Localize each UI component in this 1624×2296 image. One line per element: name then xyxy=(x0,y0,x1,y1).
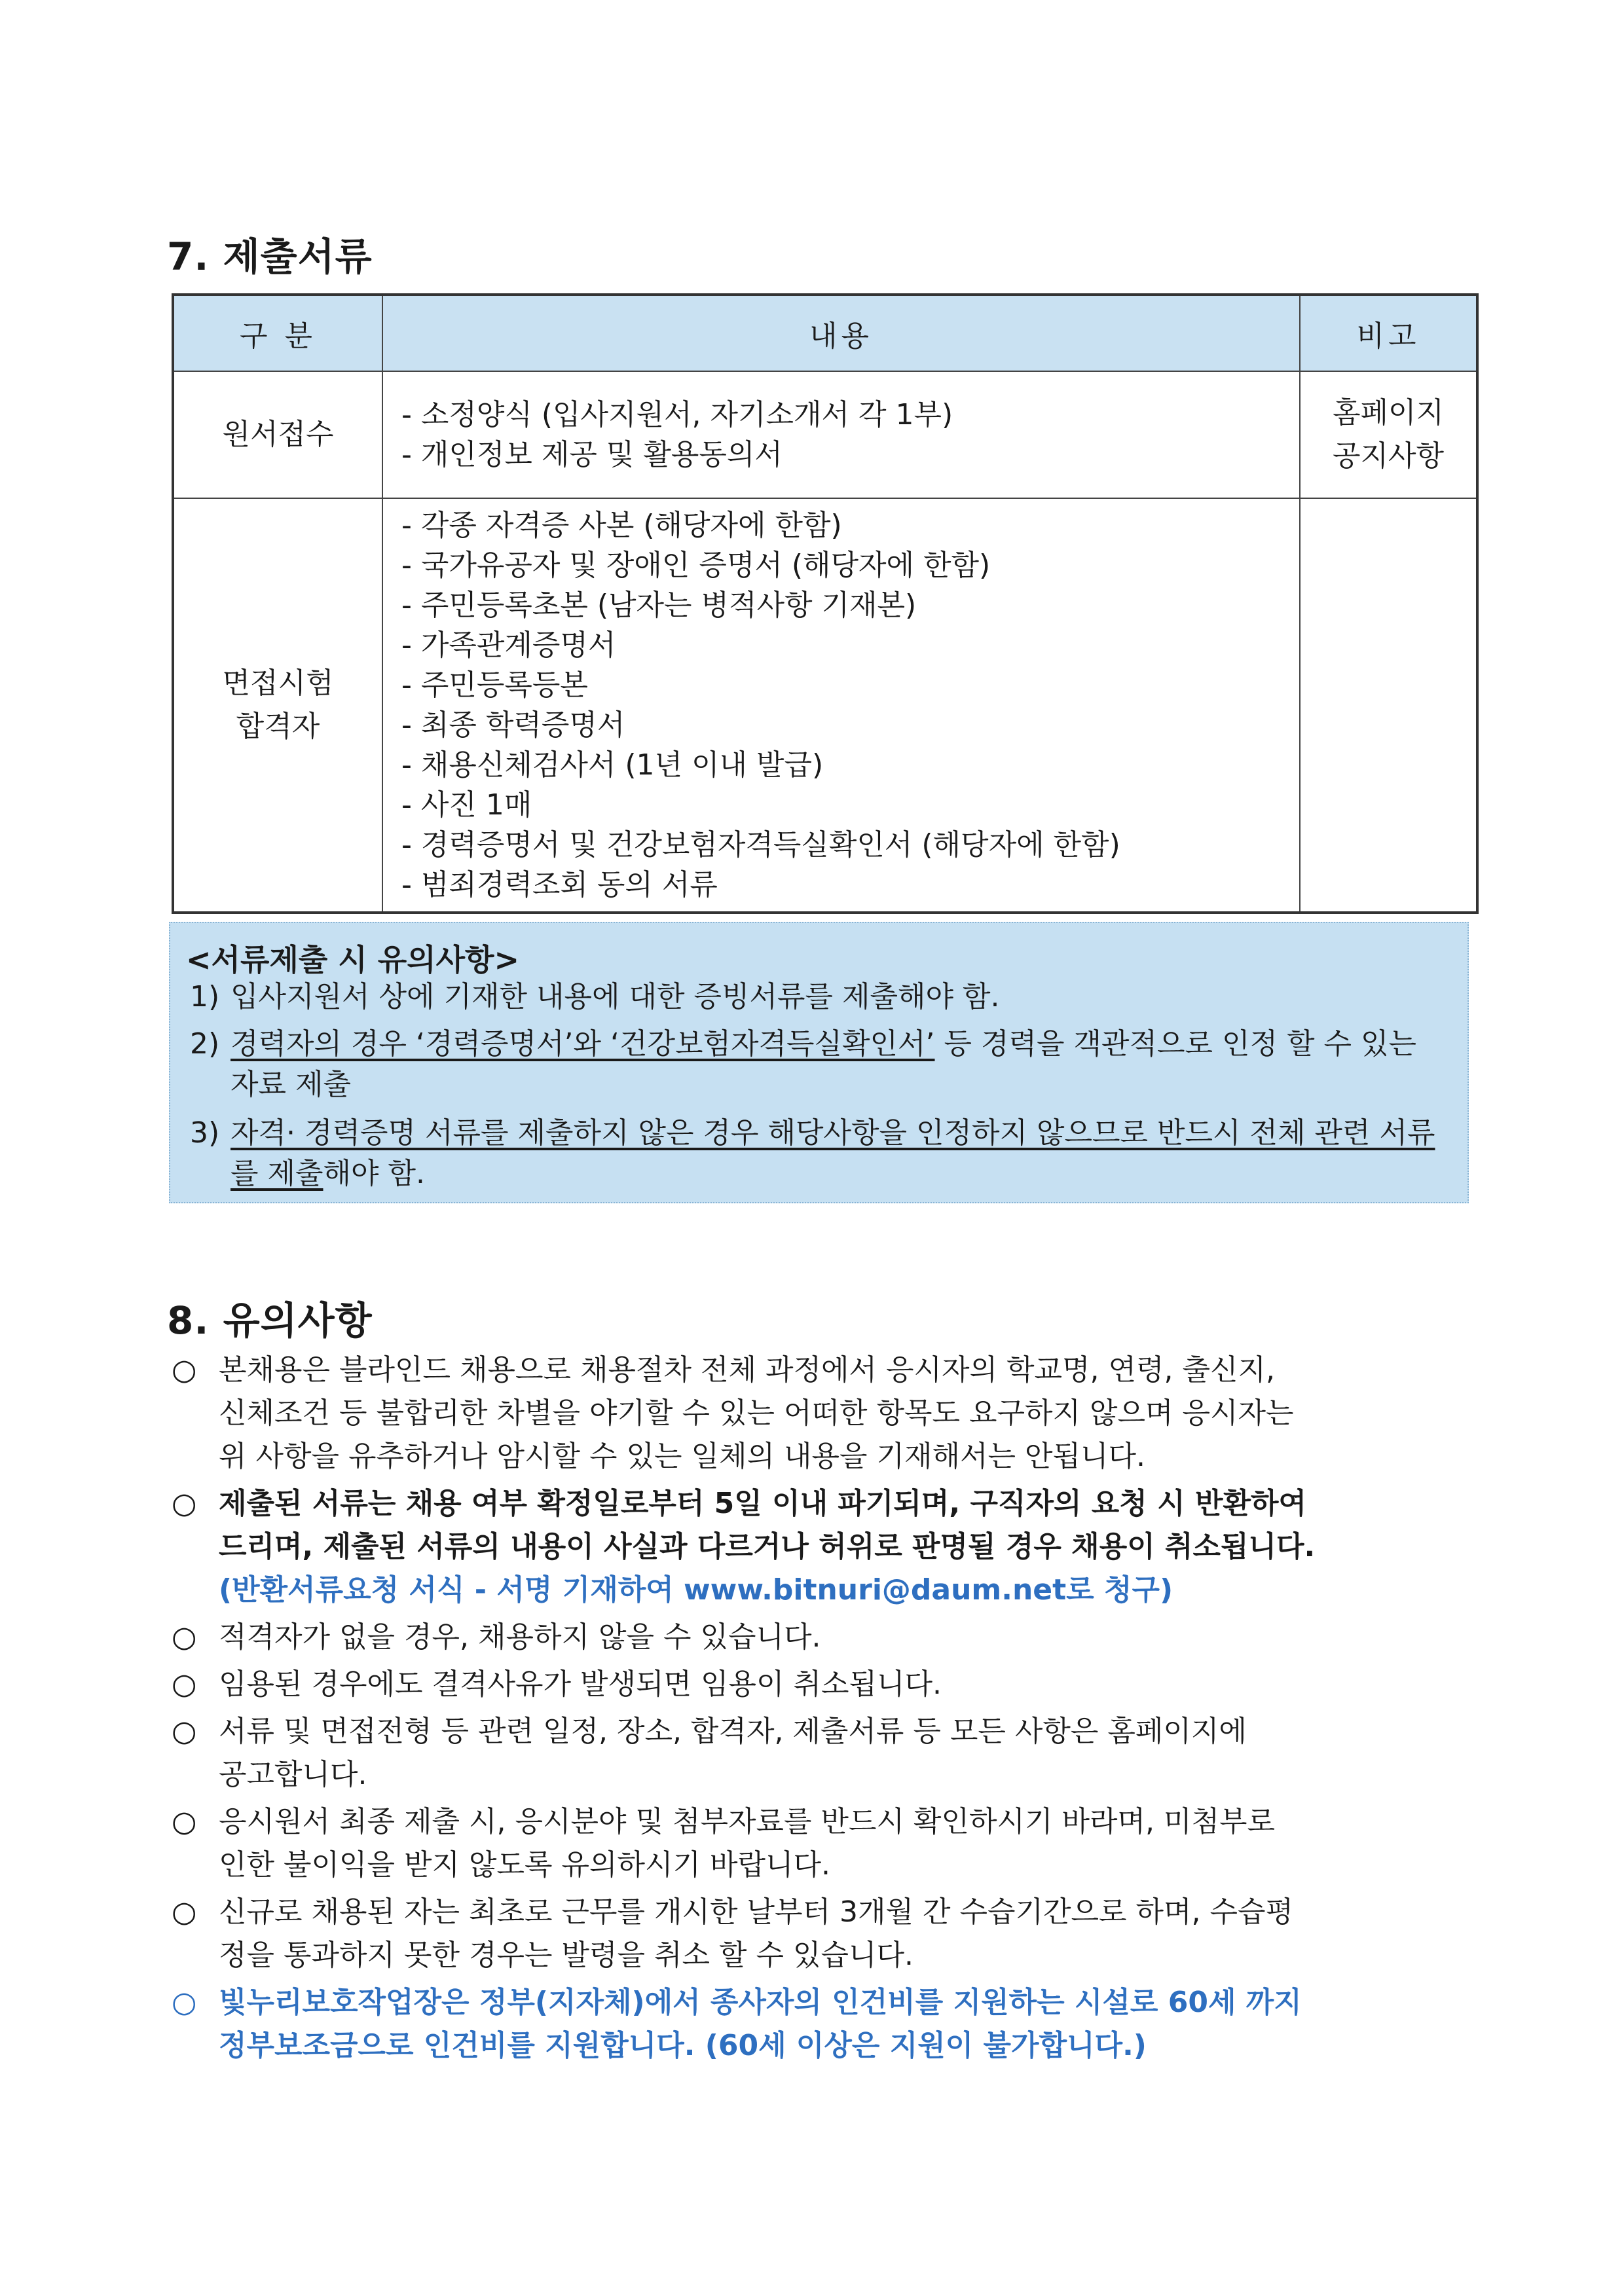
row-note-empty xyxy=(1300,498,1477,913)
circle-bullet-icon: ○ xyxy=(172,1487,197,1520)
circle-bullet-icon: ○ xyxy=(172,1620,197,1654)
list-item-text xyxy=(219,1482,1481,1612)
text-line: 빛누리보호작업장은 정부(지자체)에서 종사자의 인건비를 지원하는 시설로 60세 까지 xyxy=(219,1986,1302,2019)
notice-item-number: 2) xyxy=(190,1027,220,1061)
notice-title: <서류제출 시 유의사항> xyxy=(186,942,520,977)
text-line: 인한 불이익을 받지 않도록 유의하시기 바랍니다. xyxy=(219,1848,830,1882)
notice-item xyxy=(186,977,1467,1017)
row-category xyxy=(173,498,382,913)
table-header-row xyxy=(173,295,1477,371)
row-content xyxy=(382,498,1300,913)
notes-list xyxy=(172,1349,1481,2071)
text-line: 응시원서 최종 제출 시, 응시분야 및 첨부자료를 반드시 확인하시기 바라며, 미첨부로 xyxy=(219,1805,1275,1838)
list-item-text xyxy=(219,1710,1481,1796)
text-line: 신체조건 등 불합리한 차별을 야기할 수 있는 어떠한 항목도 요구하지 않으며 응시자는 xyxy=(219,1396,1294,1430)
section-8-title: 8. 유의사항 xyxy=(167,1298,373,1343)
list-item xyxy=(172,1981,1481,2068)
text-line: 제출된 서류는 채용 여부 확정일로부터 5일 이내 파기되며, 구직자의 요청 시 반환하여 xyxy=(219,1487,1306,1520)
submission-notice-box xyxy=(169,922,1469,1203)
row-content xyxy=(382,371,1300,498)
notice-item-number: 1) xyxy=(190,980,220,1013)
notice-item xyxy=(186,1024,1467,1105)
content-item: - 사진 1매 xyxy=(401,788,532,822)
header-note: 비고 xyxy=(1300,295,1477,371)
list-item xyxy=(172,1891,1481,1977)
circle-bullet-icon: ○ xyxy=(172,1353,197,1387)
section-7-title: 7. 제출서류 xyxy=(167,234,373,279)
documents-table xyxy=(172,293,1479,914)
return-request-line: (반환서류요청 서식 - 서명 기재하여 www.bitnuri@daum.net로 청구) xyxy=(219,1573,1173,1607)
note-line: 홈페이지 xyxy=(1332,396,1444,429)
circle-bullet-icon: ○ xyxy=(172,1895,197,1929)
notice-underlined-text: 자격· 경력증명 서류를 제출하지 않은 경우 해당사항을 인정하지 않으므로 반드시 전체 관련 서류를 제출 xyxy=(231,1116,1435,1190)
notice-item-text xyxy=(231,1113,1467,1194)
text-line: 위 사항을 유추하거나 암시할 수 있는 일체의 내용을 기재해서는 안됩니다. xyxy=(219,1440,1145,1473)
text-line: 임용된 경우에도 결격사유가 발생되면 임용이 취소됩니다. xyxy=(219,1667,942,1701)
list-item-text xyxy=(219,1891,1481,1977)
content-item: - 주민등록등본 xyxy=(401,668,588,702)
list-item xyxy=(172,1710,1481,1796)
text-line: 드리며, 제출된 서류의 내용이 사실과 다르거나 허위로 판명될 경우 채용이 취소됩니다. xyxy=(219,1530,1316,1563)
content-item: - 국가유공자 및 장애인 증명서 (해당자에 한함) xyxy=(401,549,991,582)
notice-item-text xyxy=(231,1024,1467,1105)
text-line: 서류 및 면접전형 등 관련 일정, 장소, 합격자, 제출서류 등 모든 사항은 홈페이지에 xyxy=(219,1715,1247,1748)
notice-underlined-text: 경력자의 경우 ‘경력증명서’와 ‘건강보험자격득실확인서’ xyxy=(231,1027,935,1061)
content-item: - 최종 학력증명서 xyxy=(401,708,625,742)
list-item xyxy=(172,1482,1481,1612)
list-item-text xyxy=(219,1800,1481,1887)
content-item: - 가족관계증명서 xyxy=(401,629,616,662)
table-row xyxy=(173,371,1477,498)
text-line: 정을 통과하지 못한 경우는 발령을 취소 할 수 있습니다. xyxy=(219,1939,913,1972)
category-line: 합격자 xyxy=(236,710,320,743)
list-item xyxy=(172,1616,1481,1659)
circle-bullet-icon: ○ xyxy=(172,1805,197,1838)
list-item-text xyxy=(219,1981,1481,2068)
content-item: - 개인정보 제공 및 활용동의서 xyxy=(401,438,783,471)
note-line: 공지사항 xyxy=(1332,439,1444,473)
content-item: - 범죄경력조회 동의 서류 xyxy=(401,868,718,902)
list-item xyxy=(172,1349,1481,1478)
notice-item-text: 입사지원서 상에 기재한 내용에 대한 증빙서류를 제출해야 함. xyxy=(231,980,1000,1013)
text-line: 신규로 채용된 자는 최초로 근무를 개시한 날부터 3개월 간 수습기간으로 하며, 수습평 xyxy=(219,1895,1293,1929)
circle-bullet-icon: ○ xyxy=(172,1986,197,2019)
list-item-text xyxy=(219,1616,1481,1659)
notice-rest-text: 해야 함. xyxy=(323,1157,425,1190)
content-item: - 소정양식 (입사지원서, 자기소개서 각 1부) xyxy=(401,398,953,431)
text-line: 정부보조금으로 인건비를 지원합니다. (60세 이상은 지원이 불가합니다.) xyxy=(219,2029,1147,2062)
content-item: - 각종 자격증 사본 (해당자에 한함) xyxy=(401,509,842,542)
list-item xyxy=(172,1800,1481,1887)
row-category xyxy=(173,371,382,498)
category-line: 면접시험 xyxy=(222,666,334,700)
table-row xyxy=(173,498,1477,913)
list-item-text xyxy=(219,1349,1481,1478)
circle-bullet-icon: ○ xyxy=(172,1667,197,1701)
list-item-text xyxy=(219,1663,1481,1706)
row-note xyxy=(1300,371,1477,498)
text-line: 적격자가 없을 경우, 채용하지 않을 수 있습니다. xyxy=(219,1620,821,1654)
notice-item-number: 3) xyxy=(190,1116,220,1150)
category-line: 원서접수 xyxy=(222,418,334,451)
circle-bullet-icon: ○ xyxy=(172,1715,197,1748)
content-item: - 주민등록초본 (남자는 병적사항 기재본) xyxy=(401,589,917,622)
text-line: 공고합니다. xyxy=(219,1758,367,1791)
text-line: 본채용은 블라인드 채용으로 채용절차 전체 과정에서 응시자의 학교명, 연령, 출신지, xyxy=(219,1353,1275,1387)
notice-rest-text: 등 경력을 객관적으로 인정 할 수 있는 자료 제출 xyxy=(231,1027,1416,1101)
notice-item xyxy=(186,1113,1467,1194)
header-category: 구 분 xyxy=(173,295,382,371)
content-item: - 경력증명서 및 건강보험자격득실확인서 (해당자에 한함) xyxy=(401,828,1120,862)
content-item: - 채용신체검사서 (1년 이내 발급) xyxy=(401,748,824,782)
list-item xyxy=(172,1663,1481,1706)
header-content: 내용 xyxy=(382,295,1300,371)
